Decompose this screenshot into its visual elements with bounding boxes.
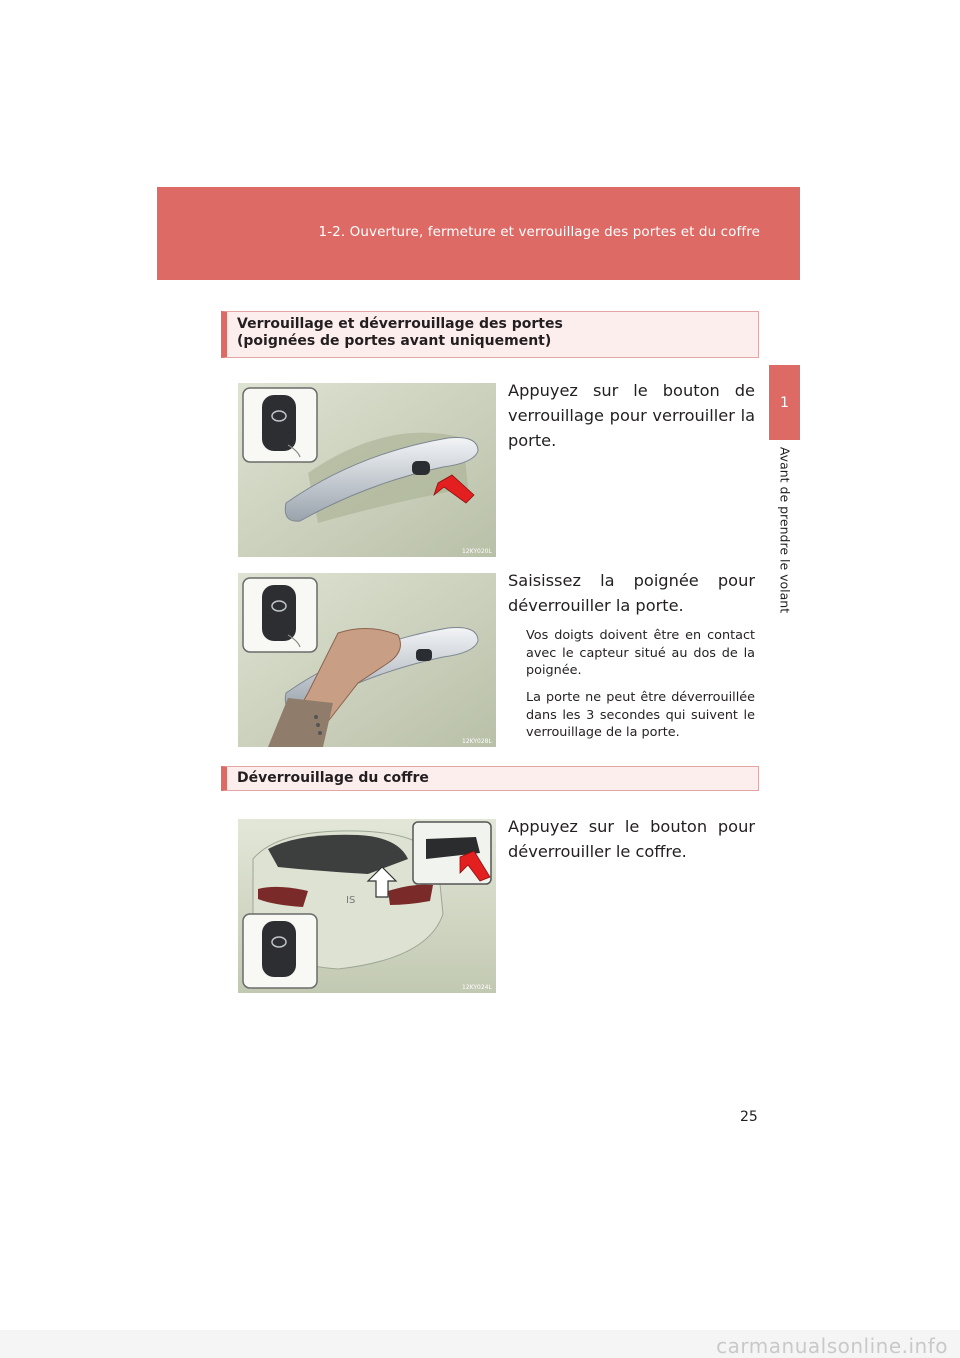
section-breadcrumb: 1-2. Ouverture, fermeture et verrouillage des portes et du coffre	[318, 224, 760, 240]
figure-trunk-unlock	[238, 819, 496, 993]
figure-code: 12KY028L	[462, 738, 492, 745]
figure-code: 12KY020L	[462, 548, 492, 555]
figure-door-lock-button	[238, 383, 496, 557]
chapter-tab	[769, 365, 800, 440]
note-sensor: Vos doigts doivent être en contact avec le capteur situé au dos de la poignée.	[526, 628, 755, 678]
figure-door-unlock-grip	[238, 573, 496, 747]
note-delay: La porte ne peut être déverrouillée dans les 3 secondes qui suivent le verrouillage de la porte.	[526, 690, 755, 740]
page-number: 25	[740, 1109, 758, 1125]
chapter-number: 1	[780, 394, 789, 411]
instruction-lock: Appuyez sur le bouton de verrouillage pour verrouiller la porte.	[508, 381, 755, 450]
section-title-line2: (poignées de portes avant uniquement)	[237, 333, 552, 349]
instruction-trunk: Appuyez sur le bouton pour déverrouiller le coffre.	[508, 817, 755, 861]
section-header-trunk	[221, 766, 759, 791]
chapter-label: Avant de prendre le volant	[777, 446, 793, 614]
section-title-trunk: Déverrouillage du coffre	[237, 770, 429, 786]
footer-watermark-band	[0, 1330, 960, 1358]
svg-text:IS: IS	[346, 895, 356, 906]
figure-code: 12KY024L	[462, 984, 492, 991]
section-title-line1: Verrouillage et déverrouillage des portes	[237, 316, 563, 332]
instruction-unlock: Saisissez la poignée pour déverrouiller la porte.	[508, 571, 755, 615]
section-header-door-lock	[221, 311, 759, 358]
watermark-text: carmanualsonline.info	[716, 1334, 948, 1358]
